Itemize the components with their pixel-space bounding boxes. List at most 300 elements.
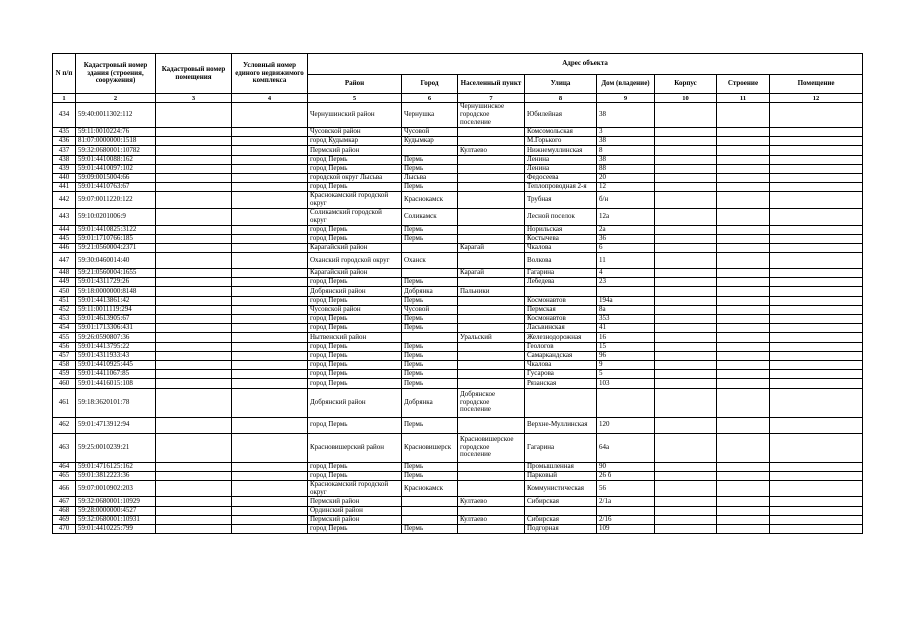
row-number: 465 [53, 471, 76, 480]
pomeshchenie-cell [770, 183, 863, 192]
locality-cell: Карагай [458, 269, 525, 278]
pomeshchenie-cell [770, 417, 863, 433]
stroenie-cell [717, 525, 770, 534]
korpus-cell [655, 146, 717, 155]
house-cell: 96 [597, 351, 655, 360]
city-cell: Соликамск [402, 208, 458, 225]
house-cell: 23 [597, 278, 655, 287]
conditional-number-cell [232, 515, 308, 524]
table-row [53, 506, 863, 515]
house-cell: 90 [597, 462, 655, 471]
column-number: 10 [655, 94, 717, 103]
table-body [53, 103, 863, 534]
table-row [53, 234, 863, 243]
house-cell: 12 [597, 183, 655, 192]
street-cell: Волкова [525, 253, 597, 269]
cadastral-building-cell: 59:01:3812223:36 [76, 471, 156, 480]
cadastral-room-cell [156, 324, 232, 333]
district-cell: город Пермь [308, 296, 402, 305]
city-cell [402, 515, 458, 524]
table-row [53, 225, 863, 234]
conditional-number-cell [232, 342, 308, 351]
district-cell: город Пермь [308, 183, 402, 192]
stroenie-cell [717, 208, 770, 225]
row-number: 459 [53, 370, 76, 379]
city-cell: Пермь [402, 225, 458, 234]
conditional-number-cell [232, 269, 308, 278]
table-row [53, 164, 863, 173]
korpus-cell [655, 471, 717, 480]
cadastral-building-cell: 59:07:0011220:122 [76, 192, 156, 209]
table-row [53, 155, 863, 164]
street-cell: Гусарова [525, 370, 597, 379]
street-cell: Рязанская [525, 379, 597, 388]
stroenie-cell [717, 155, 770, 164]
street-cell: Лебедева [525, 278, 597, 287]
locality-cell [458, 471, 525, 480]
row-number: 443 [53, 208, 76, 225]
conditional-number-cell [232, 360, 308, 369]
street-cell [525, 506, 597, 515]
stroenie-cell [717, 173, 770, 182]
district-cell: Краснокамский городской округ [308, 192, 402, 209]
street-cell: Пермская [525, 305, 597, 314]
table-row [53, 333, 863, 342]
conditional-number-cell [232, 296, 308, 305]
stroenie-cell [717, 324, 770, 333]
cadastral-building-cell: 59:26:0590807:36 [76, 333, 156, 342]
conditional-number-cell [232, 525, 308, 534]
row-number: 463 [53, 433, 76, 462]
pomeshchenie-cell [770, 388, 863, 417]
header-cad-building: Кадастровый номер здания (строения, сооружения) [76, 54, 156, 94]
stroenie-cell [717, 342, 770, 351]
street-cell: Коммунистическая [525, 480, 597, 497]
row-number: 455 [53, 333, 76, 342]
street-cell: М.Горького [525, 137, 597, 146]
house-cell: 11 [597, 253, 655, 269]
header-cond-number: Условный номер единого недвижимого комплекса [232, 54, 308, 94]
korpus-cell [655, 305, 717, 314]
pomeshchenie-cell [770, 497, 863, 506]
city-cell [402, 243, 458, 252]
row-number: 469 [53, 515, 76, 524]
city-cell: Краснокамск [402, 192, 458, 209]
district-cell: город Пермь [308, 379, 402, 388]
city-cell: Пермь [402, 234, 458, 243]
cadastral-room-cell [156, 525, 232, 534]
row-number: 452 [53, 305, 76, 314]
conditional-number-cell [232, 433, 308, 462]
street-cell: Лесной поселок [525, 208, 597, 225]
city-cell: Краснокамск [402, 480, 458, 497]
table-row [53, 433, 863, 462]
pomeshchenie-cell [770, 342, 863, 351]
row-number: 439 [53, 164, 76, 173]
korpus-cell [655, 379, 717, 388]
city-cell: Красновишерск [402, 433, 458, 462]
row-number: 442 [53, 192, 76, 209]
row-number: 464 [53, 462, 76, 471]
conditional-number-cell [232, 333, 308, 342]
row-number: 456 [53, 342, 76, 351]
korpus-cell [655, 360, 717, 369]
city-cell: Лысьва [402, 173, 458, 182]
cadastral-building-cell: 59:01:4410088:162 [76, 155, 156, 164]
pomeshchenie-cell [770, 433, 863, 462]
cadastral-building-cell: 59:21:0560004:2371 [76, 243, 156, 252]
cadastral-room-cell [156, 243, 232, 252]
header-city: Город [402, 75, 458, 94]
cadastral-room-cell [156, 315, 232, 324]
table-row [53, 146, 863, 155]
locality-cell [458, 417, 525, 433]
locality-cell [458, 370, 525, 379]
pomeshchenie-cell [770, 471, 863, 480]
row-number: 451 [53, 296, 76, 305]
row-number: 436 [53, 137, 76, 146]
street-cell: Гагарина [525, 433, 597, 462]
locality-cell [458, 305, 525, 314]
stroenie-cell [717, 351, 770, 360]
district-cell: город Пермь [308, 234, 402, 243]
district-cell: город Пермь [308, 351, 402, 360]
cadastral-building-cell: 59:01:4311933:43 [76, 351, 156, 360]
city-cell: Пермь [402, 417, 458, 433]
house-cell: 2а [597, 225, 655, 234]
locality-cell [458, 351, 525, 360]
city-cell [402, 497, 458, 506]
cadastral-room-cell [156, 370, 232, 379]
street-cell: Федосеева [525, 173, 597, 182]
korpus-cell [655, 324, 717, 333]
table-row [53, 471, 863, 480]
conditional-number-cell [232, 155, 308, 164]
locality-cell [458, 462, 525, 471]
row-number: 438 [53, 155, 76, 164]
korpus-cell [655, 462, 717, 471]
district-cell: город Пермь [308, 155, 402, 164]
city-cell: Пермь [402, 462, 458, 471]
cadastral-room-cell [156, 103, 232, 128]
stroenie-cell [717, 480, 770, 497]
locality-cell [458, 225, 525, 234]
street-cell: Теплопроводная 2-я [525, 183, 597, 192]
table-row [53, 379, 863, 388]
table-row [53, 315, 863, 324]
pomeshchenie-cell [770, 315, 863, 324]
table-row [53, 324, 863, 333]
city-cell: Пермь [402, 155, 458, 164]
row-number: 467 [53, 497, 76, 506]
conditional-number-cell [232, 253, 308, 269]
house-cell: 38 [597, 155, 655, 164]
korpus-cell [655, 278, 717, 287]
city-cell: Добрянка [402, 287, 458, 296]
pomeshchenie-cell [770, 515, 863, 524]
row-number: 444 [53, 225, 76, 234]
row-number: 466 [53, 480, 76, 497]
district-cell: город Кудымкар [308, 137, 402, 146]
city-cell: Пермь [402, 324, 458, 333]
street-cell: Юбилейная [525, 103, 597, 128]
table-row [53, 525, 863, 534]
locality-cell [458, 278, 525, 287]
pomeshchenie-cell [770, 351, 863, 360]
conditional-number-cell [232, 173, 308, 182]
conditional-number-cell [232, 208, 308, 225]
cadastral-room-cell [156, 269, 232, 278]
city-cell: Пермь [402, 351, 458, 360]
pomeshchenie-cell [770, 525, 863, 534]
row-number: 449 [53, 278, 76, 287]
house-cell: 16 [597, 333, 655, 342]
house-cell: 36 [597, 234, 655, 243]
cadastral-building-cell: 59:01:4716125:162 [76, 462, 156, 471]
conditional-number-cell [232, 324, 308, 333]
conditional-number-cell [232, 506, 308, 515]
conditional-number-cell [232, 234, 308, 243]
cadastral-building-cell: 59:32:0680001:10782 [76, 146, 156, 155]
pomeshchenie-cell [770, 324, 863, 333]
column-number: 6 [402, 94, 458, 103]
row-number: 461 [53, 388, 76, 417]
city-cell: Пермь [402, 471, 458, 480]
house-cell: 12а [597, 208, 655, 225]
locality-cell [458, 208, 525, 225]
cadastral-room-cell [156, 379, 232, 388]
column-number: 12 [770, 94, 863, 103]
korpus-cell [655, 253, 717, 269]
locality-cell [458, 137, 525, 146]
street-cell: Чкалова [525, 243, 597, 252]
street-cell: Ленина [525, 155, 597, 164]
cadastral-room-cell [156, 342, 232, 351]
cadastral-room-cell [156, 278, 232, 287]
cadastral-room-cell [156, 515, 232, 524]
cadastral-building-cell: 59:01:4713912:94 [76, 417, 156, 433]
korpus-cell [655, 506, 717, 515]
cadastral-building-cell: 59:25:0010239:21 [76, 433, 156, 462]
table-row [53, 342, 863, 351]
pomeshchenie-cell [770, 128, 863, 137]
house-cell: 4 [597, 269, 655, 278]
pomeshchenie-cell [770, 103, 863, 128]
locality-cell [458, 155, 525, 164]
street-cell: Нижнемуллинская [525, 146, 597, 155]
city-cell [402, 333, 458, 342]
stroenie-cell [717, 243, 770, 252]
column-numbers-row [53, 94, 863, 103]
street-cell: Ласьвинская [525, 324, 597, 333]
cadastral-room-cell [156, 462, 232, 471]
cadastral-room-cell [156, 128, 232, 137]
cadastral-building-cell: 59:01:1713306:431 [76, 324, 156, 333]
city-cell: Пермь [402, 278, 458, 287]
conditional-number-cell [232, 287, 308, 296]
district-cell: городской округ Лысьва [308, 173, 402, 182]
row-number: 468 [53, 506, 76, 515]
conditional-number-cell [232, 462, 308, 471]
house-cell: 3 [597, 128, 655, 137]
column-number: 7 [458, 94, 525, 103]
cadastral-room-cell [156, 471, 232, 480]
house-cell: 194а [597, 296, 655, 305]
district-cell: город Пермь [308, 525, 402, 534]
cadastral-building-cell: 59:32:0680001:10931 [76, 515, 156, 524]
table-row [53, 351, 863, 360]
row-number: 470 [53, 525, 76, 534]
cadastral-room-cell [156, 360, 232, 369]
district-cell: Добрянский район [308, 388, 402, 417]
cadastral-building-cell: 59:32:0680001:10929 [76, 497, 156, 506]
pomeshchenie-cell [770, 173, 863, 182]
city-cell: Пермь [402, 296, 458, 305]
korpus-cell [655, 137, 717, 146]
district-cell: город Пермь [308, 278, 402, 287]
conditional-number-cell [232, 370, 308, 379]
cadastral-room-cell [156, 173, 232, 182]
stroenie-cell [717, 515, 770, 524]
stroenie-cell [717, 296, 770, 305]
house-cell: б/н [597, 192, 655, 209]
header-street: Улица [525, 75, 597, 94]
row-number: 447 [53, 253, 76, 269]
street-cell: Парковый [525, 471, 597, 480]
conditional-number-cell [232, 128, 308, 137]
locality-cell: Пальники [458, 287, 525, 296]
stroenie-cell [717, 305, 770, 314]
house-cell: 15 [597, 342, 655, 351]
korpus-cell [655, 525, 717, 534]
column-number: 4 [232, 94, 308, 103]
district-cell: Чусовской район [308, 305, 402, 314]
house-cell: 109 [597, 525, 655, 534]
korpus-cell [655, 515, 717, 524]
stroenie-cell [717, 462, 770, 471]
locality-cell: Красновишерское городское поселение [458, 433, 525, 462]
table-row [53, 208, 863, 225]
korpus-cell [655, 315, 717, 324]
conditional-number-cell [232, 164, 308, 173]
korpus-cell [655, 183, 717, 192]
house-cell: 26 б [597, 471, 655, 480]
locality-cell [458, 192, 525, 209]
district-cell: город Пермь [308, 370, 402, 379]
house-cell: 8 [597, 146, 655, 155]
stroenie-cell [717, 278, 770, 287]
column-number: 2 [76, 94, 156, 103]
cadastral-room-cell [156, 433, 232, 462]
column-number: 11 [717, 94, 770, 103]
locality-cell: Култаево [458, 515, 525, 524]
cadastral-building-cell: 59:01:1710766:185 [76, 234, 156, 243]
column-number: 8 [525, 94, 597, 103]
pomeshchenie-cell [770, 269, 863, 278]
street-cell: Сибирская [525, 497, 597, 506]
korpus-cell [655, 173, 717, 182]
korpus-cell [655, 497, 717, 506]
street-cell: Ленина [525, 164, 597, 173]
table-row [53, 497, 863, 506]
conditional-number-cell [232, 305, 308, 314]
table-row [53, 269, 863, 278]
house-cell: 9 [597, 360, 655, 369]
house-cell: 38 [597, 137, 655, 146]
city-cell: Чусовой [402, 128, 458, 137]
row-number: 454 [53, 324, 76, 333]
conditional-number-cell [232, 243, 308, 252]
city-cell: Пермь [402, 164, 458, 173]
street-cell: Сибирская [525, 515, 597, 524]
korpus-cell [655, 225, 717, 234]
cadastral-room-cell [156, 417, 232, 433]
stroenie-cell [717, 370, 770, 379]
district-cell: Пермский район [308, 146, 402, 155]
cadastral-building-cell: 59:28:0000000:4527 [76, 506, 156, 515]
house-cell [597, 388, 655, 417]
stroenie-cell [717, 315, 770, 324]
house-cell: 353 [597, 315, 655, 324]
city-cell: Добрянка [402, 388, 458, 417]
cadastral-room-cell [156, 305, 232, 314]
header-pomeshchenie: Помещение [770, 75, 863, 94]
cadastral-room-cell [156, 183, 232, 192]
table-row [53, 243, 863, 252]
cadastral-building-cell: 59:11:0010224:76 [76, 128, 156, 137]
korpus-cell [655, 351, 717, 360]
korpus-cell [655, 433, 717, 462]
row-number: 445 [53, 234, 76, 243]
stroenie-cell [717, 506, 770, 515]
cadastral-building-cell: 59:01:4410825:3122 [76, 225, 156, 234]
locality-cell [458, 173, 525, 182]
city-cell: Пермь [402, 360, 458, 369]
conditional-number-cell [232, 417, 308, 433]
street-cell: Гагарина [525, 269, 597, 278]
locality-cell: Добрянское городское поселение [458, 388, 525, 417]
street-cell: Космонавтов [525, 315, 597, 324]
pomeshchenie-cell [770, 333, 863, 342]
table-row [53, 128, 863, 137]
table-row [53, 305, 863, 314]
city-cell: Пермь [402, 183, 458, 192]
street-cell: Норильская [525, 225, 597, 234]
city-cell: Пермь [402, 370, 458, 379]
cadastral-building-cell: 59:01:4410225:799 [76, 525, 156, 534]
house-cell: 88 [597, 164, 655, 173]
locality-cell [458, 183, 525, 192]
korpus-cell [655, 287, 717, 296]
header-cad-room: Кадастровый номер помещения [156, 54, 232, 94]
district-cell: Нытвенский район [308, 333, 402, 342]
korpus-cell [655, 234, 717, 243]
pomeshchenie-cell [770, 305, 863, 314]
district-cell: город Пермь [308, 324, 402, 333]
table-row [53, 462, 863, 471]
table-row [53, 296, 863, 305]
district-cell: Краснокамский городской округ [308, 480, 402, 497]
street-cell: Подгорная [525, 525, 597, 534]
cadastral-room-cell [156, 506, 232, 515]
conditional-number-cell [232, 225, 308, 234]
street-cell: Комсомольская [525, 128, 597, 137]
table-row [53, 192, 863, 209]
korpus-cell [655, 192, 717, 209]
row-number: 437 [53, 146, 76, 155]
cadastral-room-cell [156, 164, 232, 173]
cadastral-building-cell: 59:01:4311729:26 [76, 278, 156, 287]
